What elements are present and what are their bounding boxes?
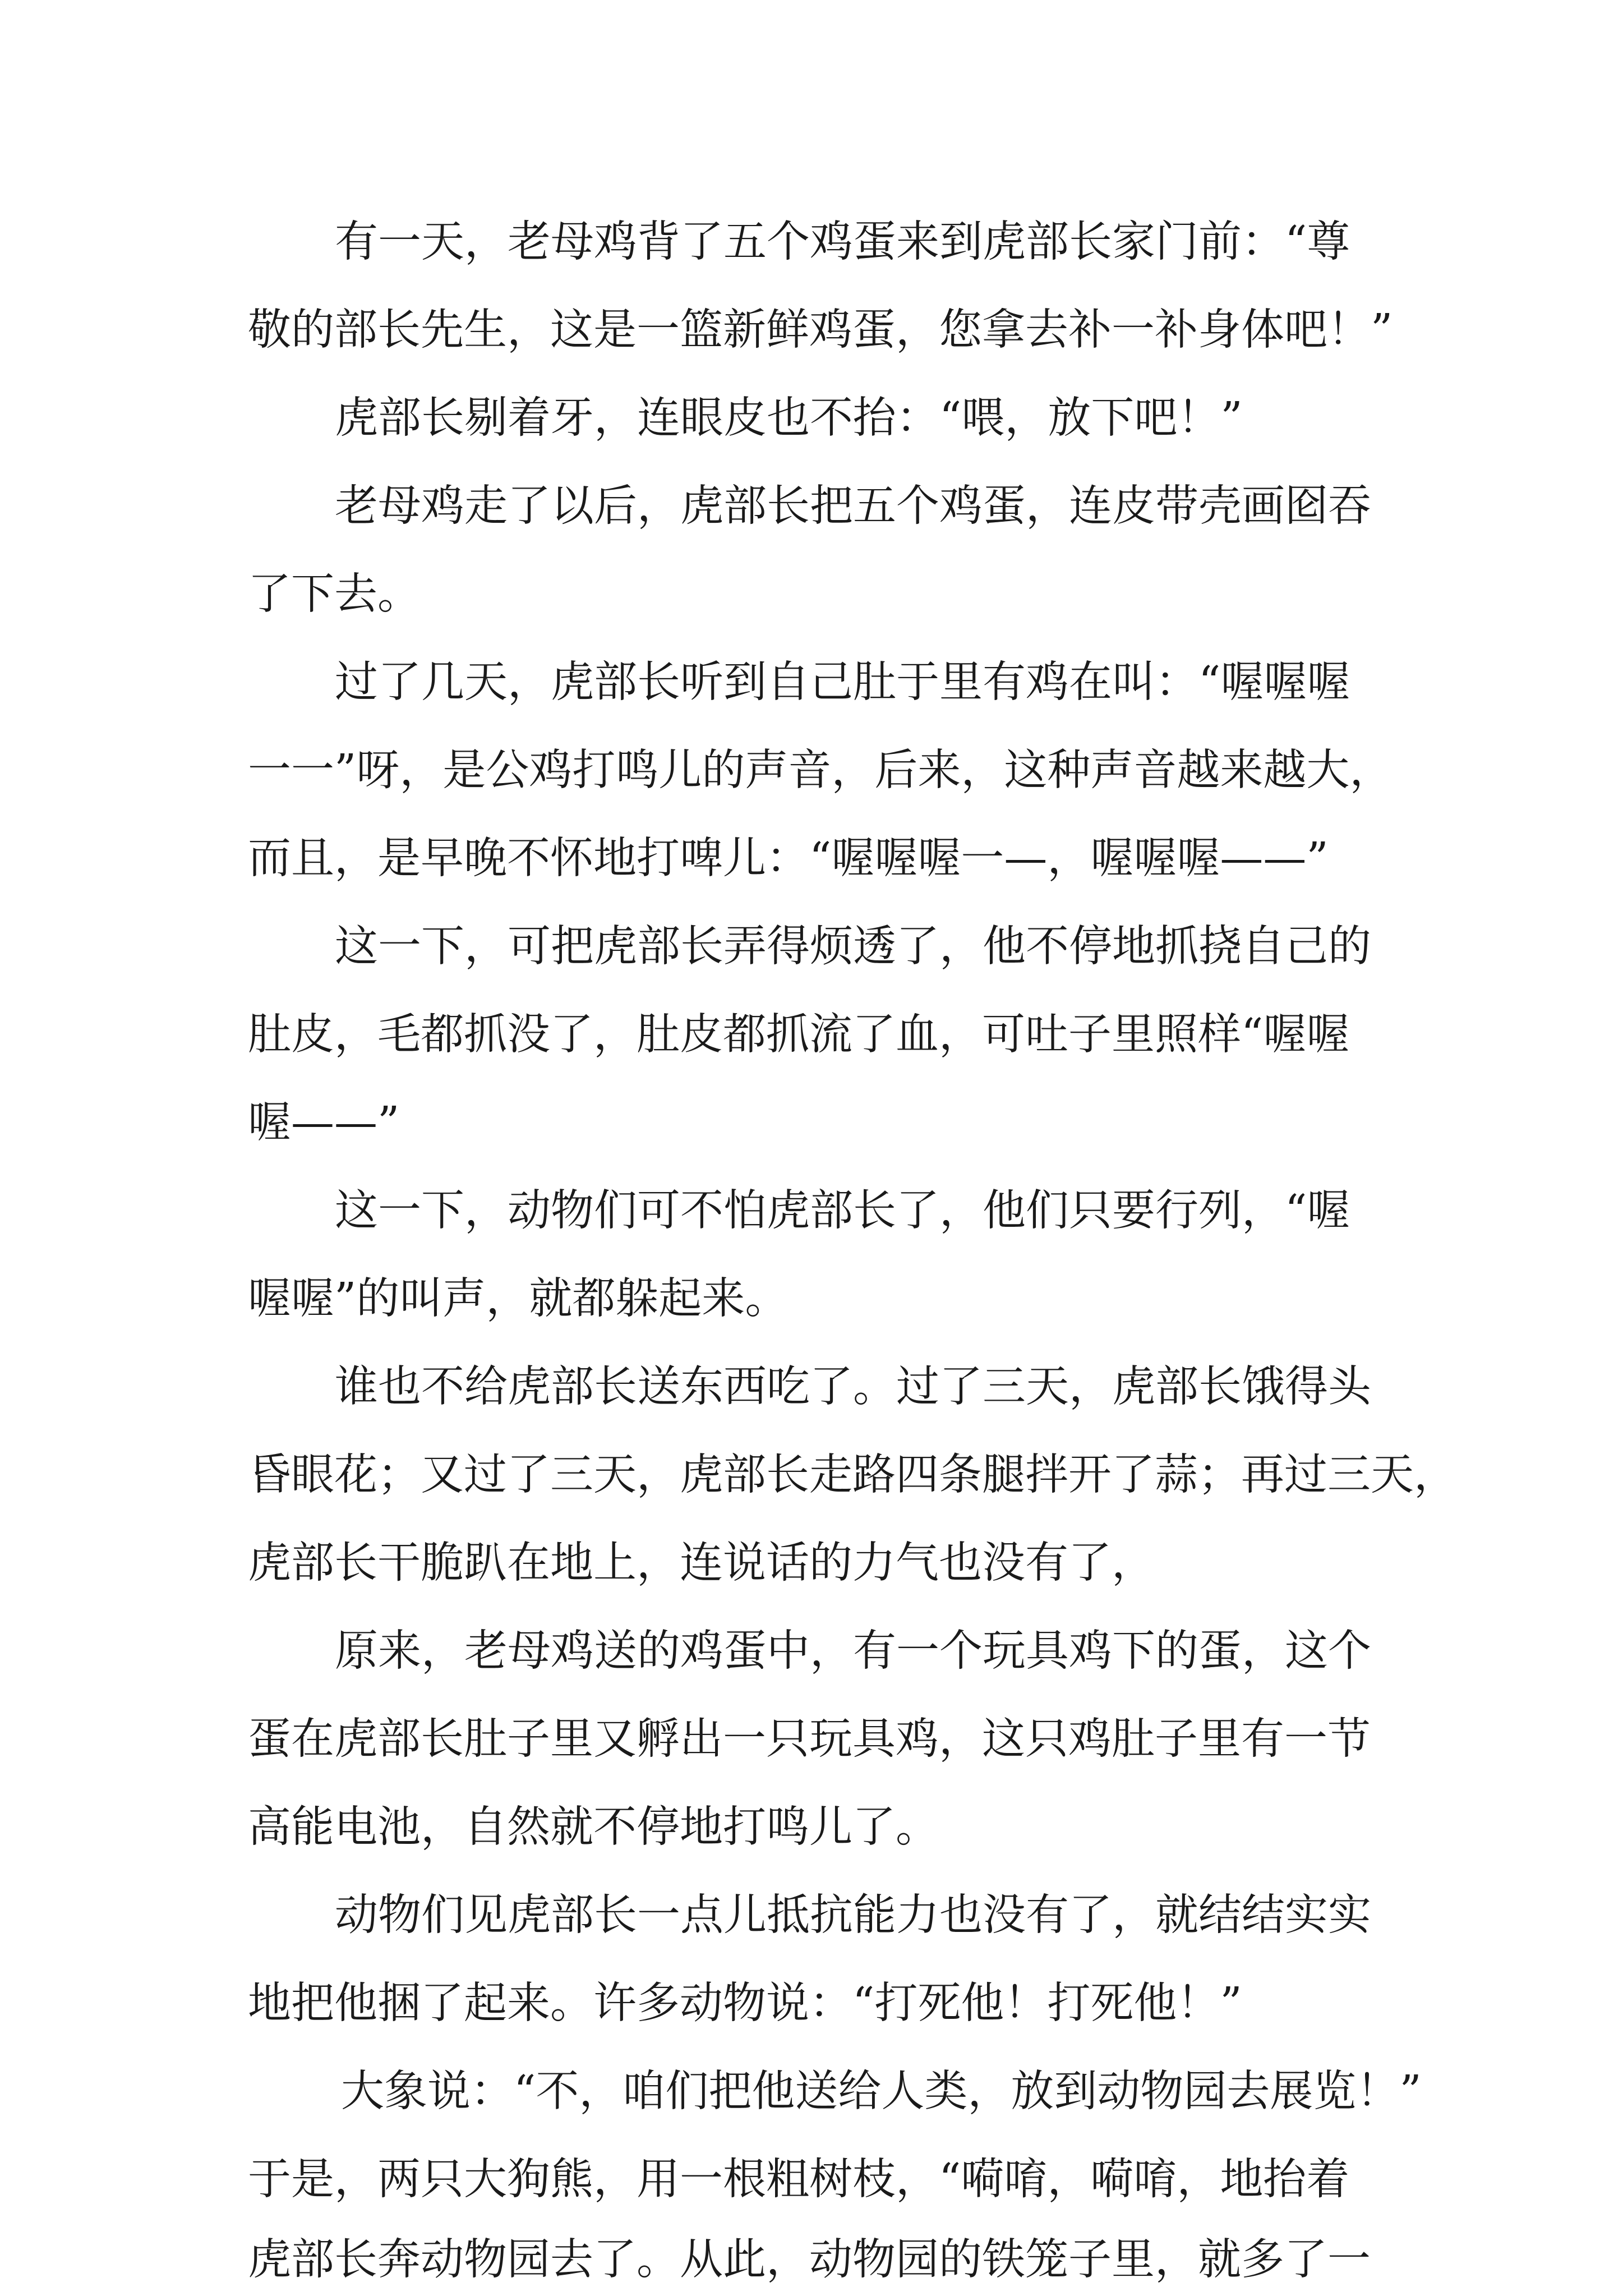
text-line: 而且，是早晚不怀地打啤儿：“喔喔喔一—，喔喔喔——” — [248, 834, 1329, 884]
text-line: 这一下，动物们可不怕虎部长了，他们只要行列，“喔 — [335, 1186, 1350, 1236]
text-line: 喔喔”的叫声，就都躲起来。 — [248, 1274, 789, 1324]
text-line: 老母鸡走了以后，虎部长把五个鸡蛋，连皮带壳画囵吞 — [335, 481, 1371, 531]
text-line: 有一天，老母鸡背了五个鸡蛋来到虎部长家门前：“尊 — [335, 217, 1350, 267]
text-line: 于是，两只大狗熊，用一根粗树枝，“嗬唷，嗬唷，地抬着 — [248, 2155, 1350, 2205]
text-line: 大象说：“不，咱们把他送给人类，放到动物园去展览！” — [341, 2067, 1422, 2116]
text-line: 虎部长剔着牙，连眼皮也不抬：“喂，放下吧！” — [335, 393, 1243, 443]
text-line: 地把他捆了起来。许多动物说：“打死他！打死他！” — [248, 1978, 1242, 2028]
text-line: 这一下，可把虎部长弄得烦透了，他不停地抓挠自己的 — [335, 922, 1371, 972]
text-line: 昏眼花；又过了三天，虎部长走路四条腿拌开了蒜；再过三天， — [248, 1450, 1457, 1500]
text-line: 一一”呀，是公鸡打鸣儿的声音，后来，这种声音越来越大， — [248, 746, 1393, 795]
text-line: 喔——” — [248, 1098, 400, 1148]
text-line: 过了几天，虎部长听到自己肚于里有鸡在叫：“喔喔喔 — [335, 657, 1350, 707]
text-line: 肚皮，毛都抓没了，肚皮都抓流了血，可吐子里照样“喔喔 — [248, 1010, 1350, 1060]
text-line: 动物们见虎部长一点儿抵抗能力也没有了，就结结实实 — [335, 1890, 1371, 1940]
text-line: 原来，老母鸡送的鸡蛋中，有一个玩具鸡下的蛋，这个 — [335, 1626, 1371, 1676]
text-line: 高能电池，自然就不停地打鸣儿了。 — [248, 1802, 939, 1852]
text-line: 蛋在虎部长肚子里又孵出一只玩具鸡，这只鸡肚子里有一节 — [248, 1714, 1371, 1764]
text-line: 虎部长干脆趴在地上，连说话的力气也没有了， — [248, 1538, 1155, 1588]
text-line: 谁也不给虎部长送东西吃了。过了三天，虎部长饿得头 — [335, 1362, 1371, 1412]
text-line: 敬的部长先生，这是一篮新鲜鸡蛋，您拿去补一补身体吧！” — [248, 305, 1393, 355]
text-line: 虎部长奔动物园去了。从此，动物园的铁笼子里，就多了一 — [248, 2235, 1371, 2285]
text-line: 了下去。 — [248, 569, 421, 619]
